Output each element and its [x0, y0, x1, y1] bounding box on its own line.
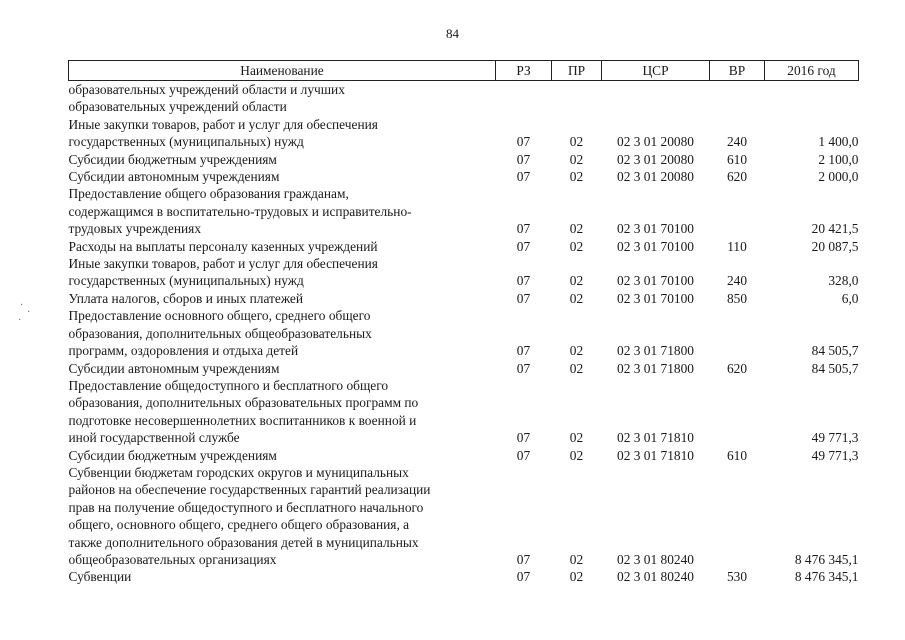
cell-sum — [765, 307, 859, 324]
table-row — [69, 464, 859, 481]
cell-rz — [496, 412, 552, 429]
cell-name: также дополнительного образования детей в муниципальных — [68, 534, 419, 550]
cell-name: Уплата налогов, сборов и иных платежей — [68, 290, 304, 306]
cell-sum — [765, 464, 859, 481]
cell-name: иной государственной службе — [68, 430, 240, 446]
cell-pr: 02 — [569, 221, 584, 237]
budget-table — [68, 60, 859, 586]
cell-pr — [552, 185, 602, 202]
cell-pr — [552, 412, 602, 429]
cell-name: подготовке несовершеннолетних воспитанников к военной и — [68, 412, 417, 428]
table-row — [69, 238, 859, 255]
table-row — [69, 429, 859, 446]
table-row — [69, 168, 859, 185]
cell-rz: 07 — [516, 238, 531, 254]
cell-vr: 850 — [726, 290, 748, 306]
cell-vr — [710, 551, 765, 568]
cell-csr — [602, 307, 710, 324]
table-row — [69, 203, 859, 220]
cell-sum: 49 771,3 — [811, 447, 859, 463]
cell-pr: 02 — [569, 430, 584, 446]
cell-pr: 02 — [569, 134, 584, 150]
cell-csr: 02 3 01 71800 — [617, 343, 694, 359]
cell-sum: 49 771,3 — [811, 430, 859, 446]
table-row — [69, 360, 859, 377]
cell-rz: 07 — [516, 430, 531, 446]
cell-csr — [602, 481, 710, 498]
cell-sum — [765, 98, 859, 115]
cell-rz — [496, 81, 552, 99]
cell-vr — [710, 255, 765, 272]
cell-csr — [602, 255, 710, 272]
cell-vr — [710, 203, 765, 220]
cell-name: государственных (муниципальных) нужд — [68, 134, 304, 150]
cell-sum — [765, 481, 859, 498]
cell-rz — [496, 481, 552, 498]
cell-csr — [602, 464, 710, 481]
cell-sum: 2 000,0 — [818, 169, 859, 185]
cell-csr: 02 3 01 20080 — [617, 169, 694, 185]
cell-rz: 07 — [516, 447, 531, 463]
cell-pr — [552, 98, 602, 115]
table-row — [69, 394, 859, 411]
scan-artifact-mark: · — [18, 315, 22, 326]
cell-sum — [765, 534, 859, 551]
cell-vr — [710, 429, 765, 446]
cell-rz: 07 — [516, 360, 531, 376]
cell-sum — [765, 377, 859, 394]
cell-name: образования, дополнительных образовательных программ по — [68, 395, 419, 411]
cell-pr: 02 — [569, 343, 584, 359]
cell-sum — [765, 255, 859, 272]
cell-sum — [765, 185, 859, 202]
cell-name: трудовых учреждениях — [68, 221, 202, 237]
cell-pr — [552, 255, 602, 272]
cell-rz — [496, 464, 552, 481]
cell-csr: 02 3 01 70100 — [617, 273, 694, 289]
cell-pr — [552, 81, 602, 99]
cell-csr: 02 3 01 70100 — [617, 221, 694, 237]
table-row — [69, 325, 859, 342]
cell-sum — [765, 516, 859, 533]
cell-pr — [552, 377, 602, 394]
cell-name: общеобразовательных организациях — [68, 551, 277, 567]
cell-rz — [496, 307, 552, 324]
cell-rz — [496, 98, 552, 115]
cell-csr — [602, 116, 710, 133]
cell-csr: 02 3 01 20080 — [617, 151, 694, 167]
cell-pr: 02 — [569, 151, 584, 167]
cell-vr: 110 — [727, 238, 747, 254]
cell-name: общего, основного общего, среднего общего образования, а — [68, 517, 410, 533]
cell-vr — [710, 481, 765, 498]
cell-name: Субсидии автономным учреждениям — [68, 169, 280, 185]
cell-vr — [710, 499, 765, 516]
table-row — [69, 481, 859, 498]
cell-csr: 02 3 01 70100 — [617, 238, 694, 254]
cell-csr — [602, 203, 710, 220]
cell-csr — [602, 377, 710, 394]
table-row — [69, 568, 859, 585]
cell-rz — [496, 116, 552, 133]
scan-artifact-mark: · — [27, 307, 31, 318]
table-row — [69, 151, 859, 168]
cell-name: образовательных учреждений области и лучших — [68, 82, 345, 97]
cell-pr: 02 — [569, 290, 584, 306]
cell-pr — [552, 516, 602, 533]
cell-rz: 07 — [516, 273, 531, 289]
cell-pr — [552, 394, 602, 411]
cell-sum: 8 476 345,1 — [794, 551, 859, 567]
cell-csr — [602, 516, 710, 533]
cell-vr — [710, 516, 765, 533]
cell-rz — [496, 325, 552, 342]
cell-sum: 328,0 — [828, 273, 859, 289]
cell-name: Субсидии автономным учреждениям — [68, 360, 280, 376]
cell-name: образовательных учреждений области — [68, 99, 287, 115]
cell-csr — [602, 394, 710, 411]
cell-csr: 02 3 01 80240 — [617, 551, 694, 567]
cell-vr — [710, 116, 765, 133]
cell-pr: 02 — [569, 551, 584, 567]
cell-sum: 1 400,0 — [818, 134, 859, 150]
table-row — [69, 377, 859, 394]
cell-vr: 240 — [726, 134, 748, 150]
table-header — [69, 61, 859, 81]
cell-rz — [496, 394, 552, 411]
cell-csr — [602, 98, 710, 115]
cell-csr — [602, 185, 710, 202]
cell-sum — [765, 116, 859, 133]
cell-csr: 02 3 01 20080 — [617, 134, 694, 150]
cell-sum: 6,0 — [841, 290, 859, 306]
cell-csr: 02 3 01 80240 — [617, 569, 694, 585]
cell-csr — [602, 325, 710, 342]
header-name: Наименование — [69, 61, 496, 81]
cell-pr: 02 — [569, 273, 584, 289]
table-row — [69, 220, 859, 237]
cell-sum — [765, 81, 859, 99]
header-pr: ПР — [552, 61, 602, 81]
cell-rz: 07 — [516, 551, 531, 567]
table-row — [69, 516, 859, 533]
cell-rz: 07 — [516, 290, 531, 306]
cell-name: Предоставление общего образования гражданам, — [68, 186, 349, 202]
table-row — [69, 98, 859, 115]
cell-csr: 02 3 01 71810 — [617, 430, 694, 446]
cell-pr: 02 — [569, 169, 584, 185]
cell-sum — [765, 203, 859, 220]
cell-pr — [552, 116, 602, 133]
cell-pr: 02 — [569, 360, 584, 376]
table-body — [69, 81, 859, 586]
cell-vr: 240 — [726, 273, 748, 289]
header-vr: ВР — [710, 61, 765, 81]
cell-vr — [710, 394, 765, 411]
cell-name: Предоставление основного общего, среднего общего — [68, 308, 371, 324]
cell-pr — [552, 203, 602, 220]
cell-sum: 8 476 345,1 — [794, 569, 859, 585]
cell-rz — [496, 185, 552, 202]
table-row — [69, 551, 859, 568]
table-row — [69, 272, 859, 289]
cell-vr: 610 — [726, 151, 748, 167]
cell-csr: 02 3 01 71810 — [617, 447, 694, 463]
table-row — [69, 342, 859, 359]
cell-sum — [765, 499, 859, 516]
cell-sum — [765, 394, 859, 411]
cell-sum — [765, 412, 859, 429]
cell-name: программ, оздоровления и отдыха детей — [68, 343, 299, 359]
cell-rz — [496, 534, 552, 551]
header-rz: РЗ — [496, 61, 552, 81]
cell-vr — [710, 377, 765, 394]
cell-pr — [552, 464, 602, 481]
table-row — [69, 290, 859, 307]
cell-name: Субсидии бюджетным учреждениям — [68, 151, 277, 167]
cell-vr — [710, 412, 765, 429]
cell-pr — [552, 499, 602, 516]
cell-rz — [496, 499, 552, 516]
cell-rz: 07 — [516, 169, 531, 185]
cell-vr — [710, 81, 765, 99]
cell-pr — [552, 534, 602, 551]
cell-sum: 84 505,7 — [811, 360, 859, 376]
cell-rz — [496, 377, 552, 394]
cell-pr: 02 — [569, 238, 584, 254]
cell-vr — [710, 464, 765, 481]
table-row — [69, 534, 859, 551]
cell-vr — [710, 342, 765, 359]
page-number: 84 — [446, 26, 459, 41]
header-csr: ЦСР — [602, 61, 710, 81]
table-row — [69, 133, 859, 150]
cell-rz: 07 — [516, 343, 531, 359]
cell-name: содержащимся в воспитательно-трудовых и исправительно- — [68, 203, 412, 219]
cell-name: Иные закупки товаров, работ и услуг для обеспечения — [68, 116, 378, 132]
cell-name: Субсидии бюджетным учреждениям — [68, 447, 277, 463]
scan-artifact-mark: · — [20, 300, 24, 311]
cell-vr: 620 — [726, 169, 748, 185]
table-row — [69, 81, 859, 99]
cell-sum: 2 100,0 — [818, 151, 859, 167]
cell-csr: 02 3 01 71800 — [617, 360, 694, 376]
cell-rz — [496, 255, 552, 272]
cell-pr: 02 — [569, 569, 584, 585]
cell-name: районов на обеспечение государственных гарантий реализации — [68, 482, 431, 498]
table-row — [69, 307, 859, 324]
cell-name: Иные закупки товаров, работ и услуг для обеспечения — [68, 256, 378, 272]
cell-sum: 20 087,5 — [811, 238, 859, 254]
cell-vr — [710, 325, 765, 342]
cell-vr: 530 — [726, 569, 748, 585]
table-row — [69, 185, 859, 202]
cell-name: образования, дополнительных общеобразовательных — [68, 325, 372, 341]
table-row — [69, 499, 859, 516]
cell-vr — [710, 185, 765, 202]
table-row — [69, 255, 859, 272]
cell-rz: 07 — [516, 569, 531, 585]
cell-pr — [552, 307, 602, 324]
cell-name: государственных (муниципальных) нужд — [68, 273, 304, 289]
cell-name: Субвенции бюджетам городских округов и муниципальных — [68, 464, 409, 480]
cell-rz: 07 — [516, 134, 531, 150]
cell-csr — [602, 534, 710, 551]
cell-csr: 02 3 01 70100 — [617, 290, 694, 306]
cell-vr — [710, 534, 765, 551]
cell-pr: 02 — [569, 447, 584, 463]
cell-csr — [602, 412, 710, 429]
table-row — [69, 116, 859, 133]
table-row — [69, 412, 859, 429]
cell-csr — [602, 81, 710, 99]
cell-name: Расходы на выплаты персоналу казенных учреждений — [68, 238, 378, 254]
cell-sum: 84 505,7 — [811, 343, 859, 359]
cell-rz: 07 — [516, 151, 531, 167]
header-year: 2016 год — [765, 61, 859, 81]
cell-csr — [602, 499, 710, 516]
cell-pr — [552, 481, 602, 498]
cell-sum — [765, 325, 859, 342]
cell-vr — [710, 220, 765, 237]
cell-vr — [710, 98, 765, 115]
cell-vr: 620 — [726, 360, 748, 376]
cell-rz — [496, 203, 552, 220]
cell-name: Предоставление общедоступного и бесплатного общего — [68, 377, 389, 393]
cell-vr — [710, 307, 765, 324]
cell-name: прав на получение общедоступного и бесплатного начального — [68, 499, 424, 515]
header-row — [69, 61, 859, 81]
cell-vr: 610 — [726, 447, 748, 463]
cell-name: Субвенции — [68, 569, 132, 585]
cell-rz: 07 — [516, 221, 531, 237]
table-row — [69, 447, 859, 464]
cell-rz — [496, 516, 552, 533]
cell-pr — [552, 325, 602, 342]
cell-sum: 20 421,5 — [811, 221, 859, 237]
